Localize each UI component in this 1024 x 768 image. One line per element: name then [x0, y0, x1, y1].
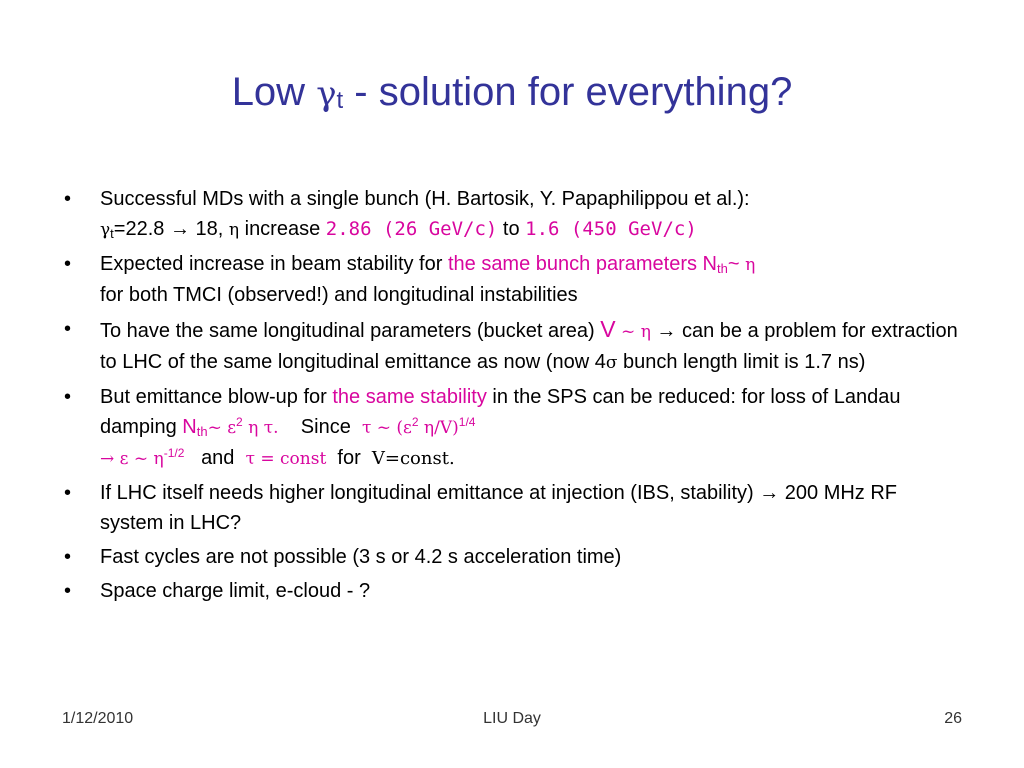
- bullet-longitudinal-params: [62, 314, 962, 378]
- b1-gamma: γ: [100, 220, 111, 240]
- b2-n-sub: th: [717, 261, 728, 276]
- b2-eta: η: [745, 255, 756, 275]
- bullet-expected-stability: [62, 249, 962, 310]
- bullet-lhc-emittance: [62, 478, 962, 538]
- b4-for: for: [337, 447, 361, 469]
- b4-formula1-end: η τ.: [242, 418, 279, 438]
- b2-tilde: ~: [727, 253, 746, 275]
- b4-and: and: [201, 447, 235, 469]
- bullet-fast-cycles: [62, 542, 962, 572]
- b4-post: in the SPS can be reduced: for loss of Landau damping: [100, 386, 901, 438]
- footer-page-number: 26: [944, 710, 962, 727]
- footer-title: LIU Day: [483, 710, 541, 727]
- b5-text: If LHC itself needs higher longitudinal emittance at injection (IBS, stability) → 200 MHz RF system in LHC?: [100, 482, 898, 534]
- title-text-post: - solution for everything?: [343, 70, 793, 114]
- b1-line1: Successful MDs with a single bunch (H. Bartosik, Y. Papaphilippou et al.):: [100, 188, 750, 210]
- b7-text: Space charge limit, e-cloud - ?: [100, 580, 371, 602]
- b4-formula2-end: η/V): [418, 418, 459, 438]
- b4-since: Since: [300, 416, 351, 438]
- bullet-emittance-blowup: [62, 382, 962, 474]
- b3-sigma: σ: [605, 353, 618, 373]
- b6-text: Fast cycles are not possible (3 s or 4.2 s acceleration time): [100, 546, 622, 568]
- b3-v: V: [600, 316, 616, 342]
- footer-date: 1/12/2010: [62, 710, 134, 727]
- b3-pre: To have the same longitudinal parameters (bucket area): [100, 320, 601, 342]
- b1-value-450gev: 1.6 (450 GeV/c): [525, 218, 697, 240]
- b4-formula2-sup2: 1/4: [458, 415, 476, 429]
- b3-post: → can be a problem for extraction to LHC of the same longitudinal emittance as now (now 4: [100, 320, 958, 373]
- b4-line3-b: τ = const: [245, 449, 327, 469]
- bullet-md-results: [62, 184, 962, 245]
- b3-end: bunch length limit is 1.7 ns): [617, 351, 866, 373]
- title-gamma-sub: t: [336, 87, 344, 114]
- b1-eta: η: [228, 220, 240, 240]
- b4-same-stability: the same stability: [332, 386, 487, 408]
- b2-n: N: [702, 253, 717, 275]
- slide-title: [0, 70, 1024, 115]
- b4-formula1-sup: 2: [236, 415, 243, 429]
- b3-eta: η: [640, 322, 651, 342]
- b4-formula2: τ ~ (ε: [361, 418, 412, 438]
- b1-value-26gev: 2.86 (26 GeV/c): [325, 218, 498, 240]
- b2-pre: Expected increase in beam stability for: [100, 253, 448, 275]
- b4-line3-sup: -1/2: [163, 446, 185, 460]
- b4-n: N: [182, 416, 197, 438]
- b4-n-sub: th: [196, 424, 208, 439]
- b3-tilde: ~: [615, 322, 641, 342]
- title-text-pre: Low: [231, 70, 317, 114]
- bullet-space-charge: [62, 576, 962, 606]
- b2-line2: for both TMCI (observed!) and longitudinal instabilities: [100, 284, 578, 306]
- b4-line3-c: V=const.: [371, 448, 455, 469]
- b1-increase: increase: [239, 218, 326, 240]
- b2-same-params: the same bunch parameters: [447, 253, 703, 275]
- b4-formula2-sup: 2: [411, 415, 419, 429]
- b4-formula1: ~ ε: [207, 418, 237, 438]
- b1-gamma-sub: t: [110, 226, 114, 241]
- b1-eq: =22.8 → 18,: [113, 218, 229, 240]
- bullet-list: [62, 184, 962, 610]
- title-gamma: γ: [316, 74, 337, 114]
- b4-pre: But emittance blow-up for: [100, 386, 333, 408]
- b4-line3-a: → ε ~ η: [100, 449, 164, 469]
- b1-to: to: [497, 218, 526, 240]
